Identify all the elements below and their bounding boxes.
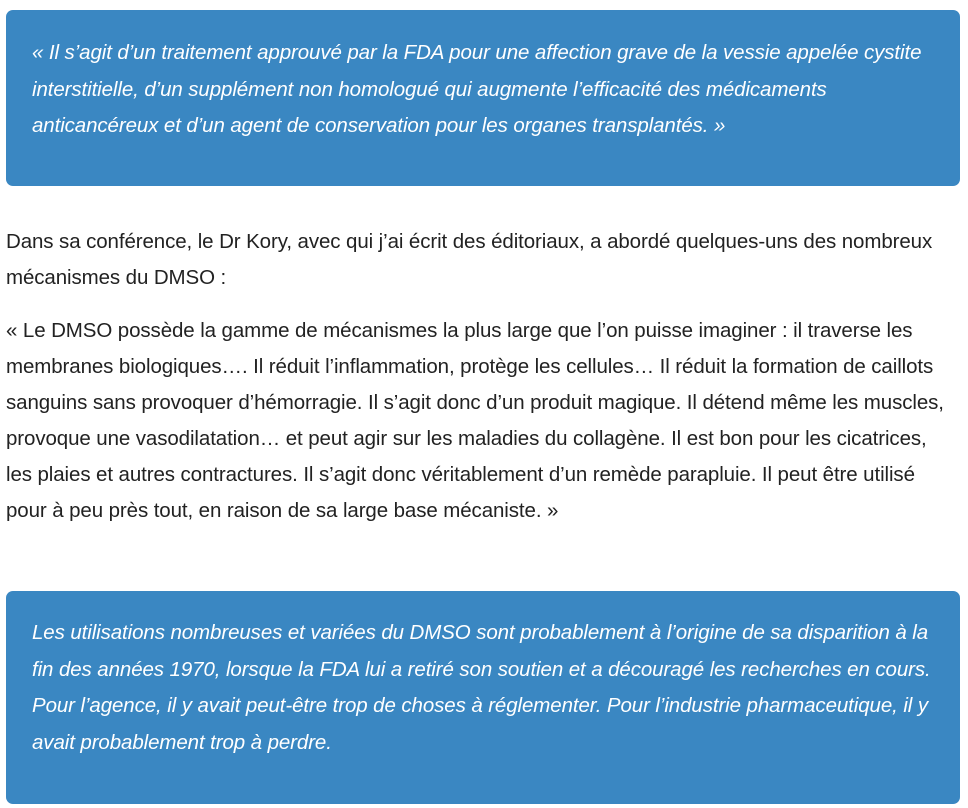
- highlight-quote-dmso-decline: [6, 591, 960, 804]
- highlight-quote-fda: [6, 10, 960, 186]
- paragraph-kory-intro: Dans sa conférence, le Dr Kory, avec qui j’ai écrit des éditoriaux, a abordé quelques-uns des nombreux mécanismes du DMSO :: [6, 230, 933, 289]
- highlight-quote-fda-text: « Il s’agit d’un traitement approuvé par la FDA pour une affection grave de la vessie appelée cystite interstitielle, d’un supplément non homologué qui augmente l’efficacité des médicaments anticancéreux et d’un agent de conservation pour les organes transplantés. »: [32, 41, 922, 137]
- paragraph-kory-quote: « Le DMSO possède la gamme de mécanismes la plus large que l’on puisse imaginer : il traverse les membranes biologiques…. Il réduit l’inflammation, protège les cellules… Il réduit la formation de caillots sanguins sans provoquer d’hémorragie. Il s’agit donc d’un produit magique. Il détend même les muscles, provoque une vasodilatation… et peut agir sur les maladies du collagène. Il est bon pour les cicatrices, les plaies et autres contractures. Il s’agit donc véritablement d’un remède parapluie. Il peut être utilisé pour à peu près tout, en raison de sa large base mécaniste. »: [6, 319, 944, 522]
- highlight-quote-dmso-decline-text: Les utilisations nombreuses et variées du DMSO sont probablement à l’origine de sa disparition à la fin des années 1970, lorsque la FDA lui a retiré son soutien et a découragé les recherches en cours. Pour l’agence, il y avait peut-être trop de choses à réglementer. Pour l’industrie pharmaceutique, il y avait probablement trop à perdre.: [32, 621, 931, 754]
